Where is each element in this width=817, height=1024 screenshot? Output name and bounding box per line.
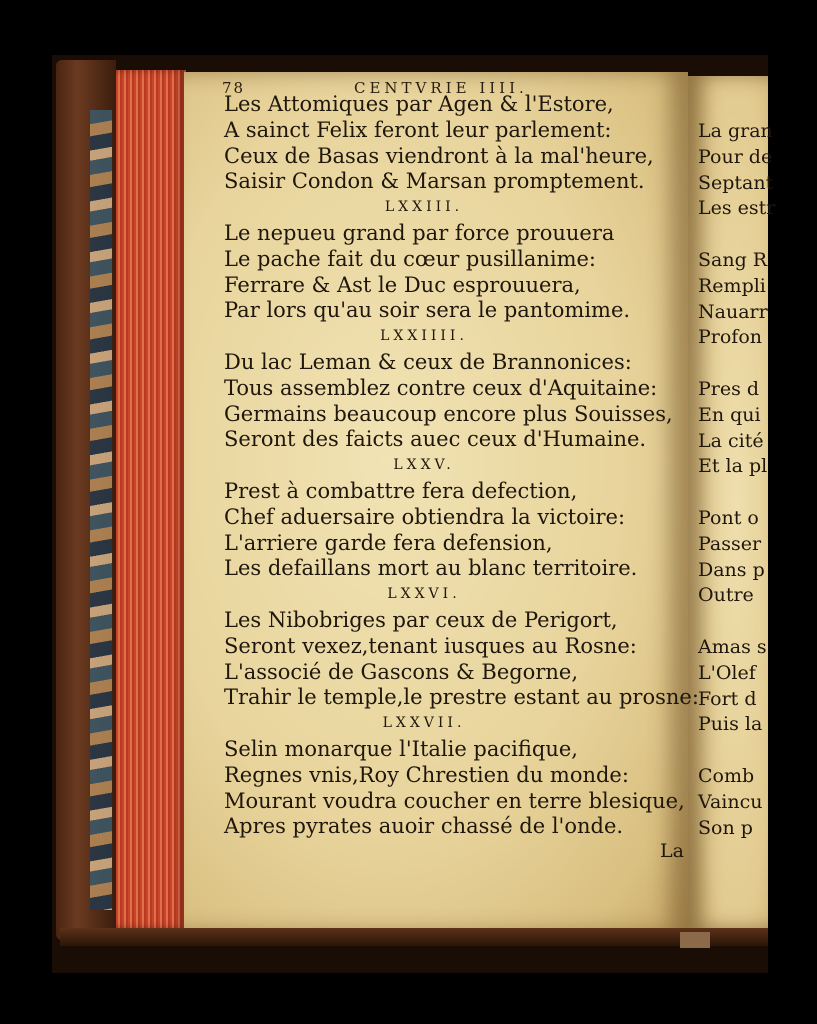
quatrain-numeral: LXXVI. <box>387 586 461 603</box>
verse-fragment: Pour de <box>698 145 773 168</box>
verse-fragment: Dans p <box>698 558 765 581</box>
verse-gap <box>698 481 775 507</box>
verse-line: Tous assemblez contre ceux d'Aquitaine: <box>224 375 658 400</box>
verse-line: Du lac Leman & ceux de Brannonices: <box>224 349 632 374</box>
page-number: 78 <box>222 79 246 97</box>
verse-line: Trahir le temple,le prestre estant au prosne: <box>224 685 699 710</box>
verse-line: Prest à combattre fera defection, <box>224 478 578 503</box>
verse-line: A sainct Felix feront leur parlement: <box>224 117 612 142</box>
verse-line: Germains beaucoup encore plus Souisses, <box>224 401 673 426</box>
verse-fragment: Sang R <box>698 248 768 271</box>
verse-line: Chef aduersaire obtiendra la victoire: <box>224 504 626 529</box>
verse-fragment: L'Olef <box>698 661 756 684</box>
verse-line: L'arriere garde fera defension, <box>224 530 553 555</box>
verse-fragment: Pres d <box>698 377 760 400</box>
quatrain-numeral: LXXV. <box>393 457 455 474</box>
quatrain-numeral: LXXVII. <box>382 715 466 732</box>
verse-fragment: La gran <box>698 120 773 142</box>
verse-fragment: Et la pl <box>698 455 768 478</box>
verse-fragment: Outre <box>698 584 754 607</box>
verse-fragment: Son p <box>698 816 753 839</box>
verse-gap <box>698 352 775 378</box>
verse-fragment: Rempli <box>698 274 766 297</box>
verse-fragment: Passer <box>698 532 762 555</box>
verse-line: Selin monarque l'Italie pacifique, <box>224 736 578 761</box>
verse-fragment: La cité <box>698 429 764 452</box>
verse-line: Le nepueu grand par force prouuera <box>224 220 615 245</box>
verse-line: Le pache fait du cœur pusillanime: <box>224 246 597 271</box>
verse-line: Seront vexez,tenant iusques au Rosne: <box>224 633 637 658</box>
marbled-endpaper <box>90 110 112 910</box>
verse-line: Saisir Condon & Marsan promptement. <box>224 169 645 194</box>
verse-line: Apres pyrates auoir chassé de l'onde. <box>224 814 624 839</box>
verse-line: Seront des faicts auec ceux d'Humaine. <box>224 427 647 452</box>
verse-line: Ferrare & Ast le Duc esprouuera, <box>224 272 581 297</box>
catchword: La <box>660 840 684 862</box>
verse-fragment: Puis la <box>698 713 763 736</box>
verse-fragment: En qui <box>698 403 761 426</box>
quatrain-numeral: LXXIIII. <box>380 328 468 345</box>
verse-fragment: Septant <box>698 171 774 194</box>
bookmark-ribbon <box>680 932 710 948</box>
verse-gap <box>698 739 775 765</box>
verse-fragment: Vaincu <box>698 790 763 813</box>
verse-fragment: Amas s <box>698 635 767 658</box>
verse-fragment: Comb <box>698 764 755 787</box>
verse-line: Par lors qu'au soir sera le pantomime. <box>224 298 631 323</box>
verse-fragment: Les estr <box>698 197 776 220</box>
verse-line: Les defaillans mort au blanc territoire. <box>224 556 638 581</box>
verse-line: Ceux de Basas viendront à la mal'heure, <box>224 143 654 168</box>
running-title: CENTVRIE IIII. <box>354 79 528 97</box>
quatrain-numeral: LXXIII. <box>384 199 464 216</box>
verse-fragment: Profon <box>698 326 763 349</box>
verse-fragment: Fort d <box>698 687 757 710</box>
verse-line: Les Nibobriges par ceux de Perigort, <box>224 607 618 632</box>
verse-gap <box>698 610 775 636</box>
verse-line: Regnes vnis,Roy Chrestien du monde: <box>224 762 629 787</box>
left-page-text <box>224 92 699 840</box>
verse-line: L'associé de Gascons & Begorne, <box>224 659 578 684</box>
book-bottom-edge <box>60 928 768 946</box>
verse-fragment: Pont o <box>698 506 759 529</box>
right-page-text <box>698 120 775 842</box>
verse-line: Mourant voudra coucher en terre blesique, <box>224 788 685 813</box>
verse-fragment: Nauarr <box>698 300 768 323</box>
verse-line: Les Attomiques par Agen & l'Estore, <box>224 92 614 116</box>
verse-gap <box>698 223 775 249</box>
page-edges <box>116 70 186 928</box>
